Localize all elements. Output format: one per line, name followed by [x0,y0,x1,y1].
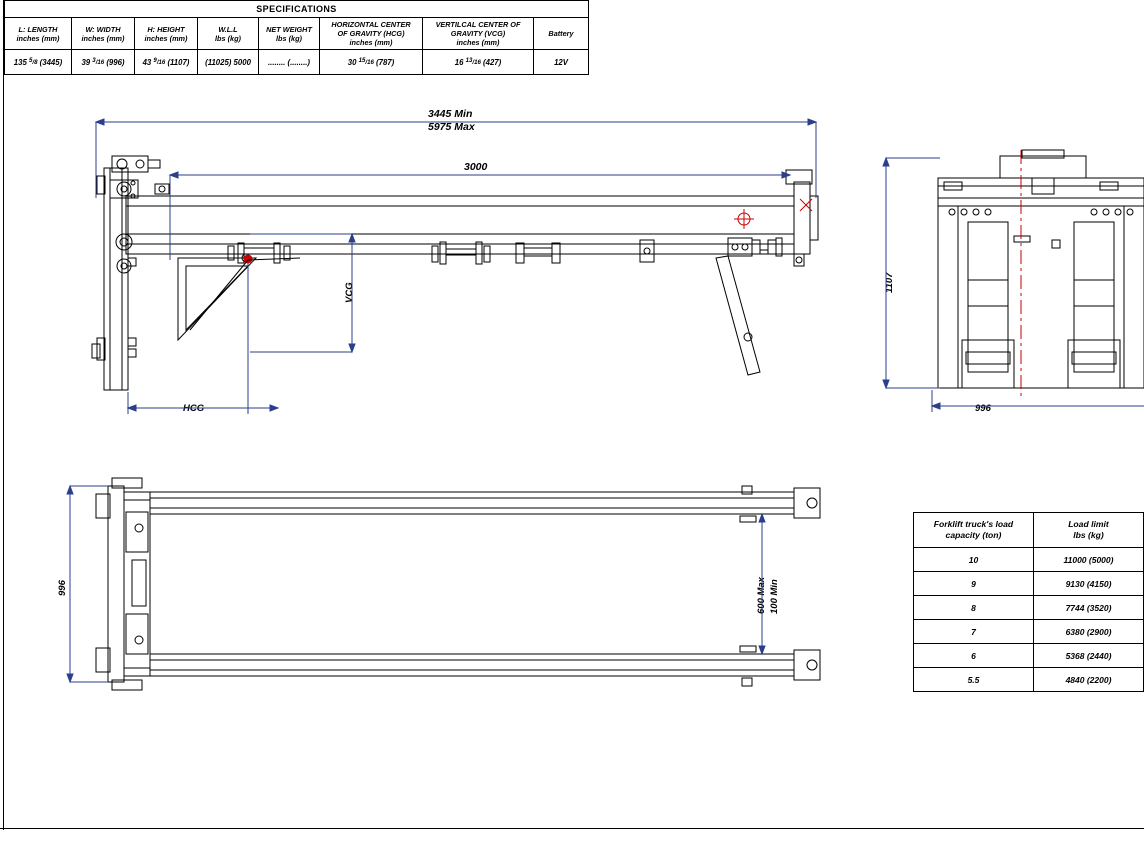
dimension-label-fork-gap-min: 100 Min [769,579,780,614]
dimension-label-front-height: 1107 [884,272,895,293]
spec-value-length: 135 $^5$/8 (3445) [5,50,72,75]
dimension-label-hcg: HCG [183,403,205,414]
side-view-main-beam [126,196,794,244]
dimension-label-overall-min: 3445 Min [428,108,473,120]
load-capacity-cell: 8 [914,596,1034,620]
spec-header-height: H: HEIGHT inches (mm) [135,18,198,50]
side-view-diagonal-leg [716,256,760,375]
dimension-label-fork-gap-max: 600 Max [756,577,767,614]
spec-value-net-weight: ........ (........) [259,50,320,75]
front-view [938,150,1144,388]
spec-value-wll: (11025) 5000 [198,50,259,75]
load-limit-cell: 7744 (3520) [1033,596,1143,620]
spec-header-battery: Battery [534,18,589,50]
spec-header-net-weight: NET WEIGHT lbs (kg) [259,18,320,50]
side-view-mast-plate [104,168,128,390]
load-capacity-cell: 10 [914,548,1034,572]
load-limit-cell: 5368 (2440) [1033,644,1143,668]
top-view [96,478,820,690]
top-view-fork-upper [150,492,794,514]
load-header-capacity: Forklift truck's load capacity (ton) [914,513,1034,548]
load-limit-cell: 11000 (5000) [1033,548,1143,572]
spec-header-wll: W.L.L lbs (kg) [198,18,259,50]
load-capacity-cell: 6 [914,644,1034,668]
spec-value-height: 43 $^9$/16 (1107) [135,50,198,75]
top-view-fork-lower [150,654,794,676]
load-capacity-cell: 5.5 [914,668,1034,692]
load-header-limit: Load limit lbs (kg) [1033,513,1143,548]
spec-value-width: 39 $^3$/16 (996) [72,50,135,75]
dimension-label-vcg: VCG [344,282,355,303]
load-limit-cell: 9130 (4150) [1033,572,1143,596]
spec-header-vcg: VERTILCAL CENTER OF GRAVITY (VCG) inches (mm) [423,18,534,50]
dimension-label-overall-max: 5975 Max [428,121,475,133]
spec-table-title: SPECIFICATIONS [5,1,589,18]
spec-value-battery: 12V [534,50,589,75]
load-limit-cell: 6380 (2900) [1033,620,1143,644]
dimension-label-top-width: 996 [57,580,68,596]
spec-value-hcg: 30 $^{15}$/16 (787) [320,50,423,75]
load-limit-cell: 4840 (2200) [1033,668,1143,692]
dimension-label-front-width: 996 [975,403,991,414]
load-capacity-cell: 9 [914,572,1034,596]
spec-value-vcg: 16 $^{13}$/16 (427) [423,50,534,75]
spec-header-length: L: LENGTH inches (mm) [5,18,72,50]
spec-header-hcg: HORIZONTAL CENTER OF GRAVITY (HCG) inches (mm) [320,18,423,50]
spec-header-width: W: WIDTH inches (mm) [72,18,135,50]
dimension-label-inner-span: 3000 [464,161,488,173]
load-capacity-cell: 7 [914,620,1034,644]
